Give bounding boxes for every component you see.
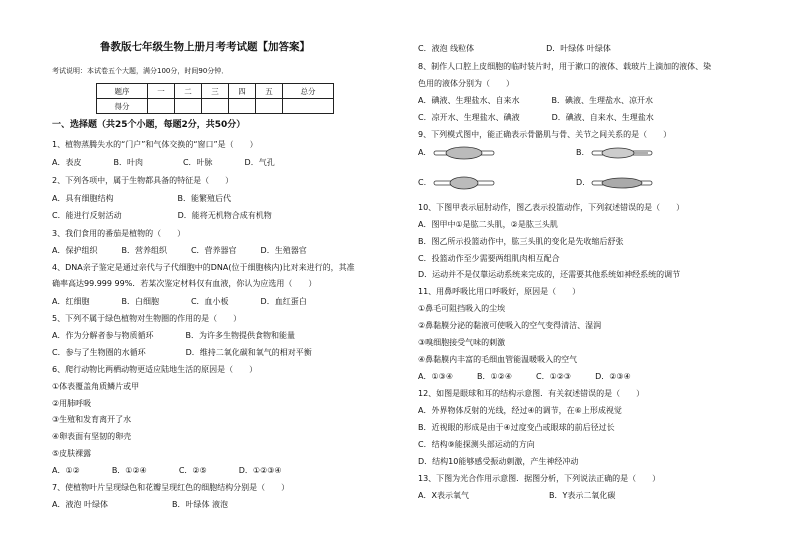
question-line: 11、用鼻呼吸比用口呼吸好，原因是（ ） xyxy=(418,287,581,296)
muscle-bone-diagram-c xyxy=(432,174,496,190)
question-line: 1、植物蒸腾失水的“门户”和气体交换的“窗口”是（ ） xyxy=(52,140,258,149)
option-label: B. xyxy=(576,148,585,157)
option-line: B．近视眼的形成是由于④过度变凸或眼球的前后径过长 xyxy=(418,423,615,432)
question-line: 2、下列各项中，属于生物都具备的特征是（ ） xyxy=(52,176,234,185)
statement-line: ③生殖和发育离开了水 xyxy=(52,415,132,424)
option-line: C．凉开水、生理盐水、碘液 D．碘液、自来水、生理盐水 xyxy=(418,113,654,122)
statement-line: ②用肺呼吸 xyxy=(52,399,92,408)
question-line: 确率高达99.999 99%．若某次鉴定材料仅有血液，你认为应选用（ ） xyxy=(52,279,317,288)
option-label: C. xyxy=(418,178,427,187)
question-line: 6、爬行动物比两栖动物更适应陆地生活的原因是（ ） xyxy=(52,365,258,374)
option-line: D．运动并不是仅靠运动系统来完成的，还需要其他系统如神经系统的调节 xyxy=(418,270,681,279)
option-line: C．液泡 线粒体 D．叶绿体 叶绿体 xyxy=(418,44,611,53)
score-input-cell[interactable] xyxy=(256,99,283,114)
option-line: A．保护组织 B．营养组织 C．营养器官 D．生殖器官 xyxy=(52,246,307,255)
statement-line: ①体表覆盖角质鳞片或甲 xyxy=(52,382,140,391)
option-line: A．液泡 叶绿体 B．叶绿体 液泡 xyxy=(52,500,229,509)
option-line: A．表皮 B．叶肉 C．叶脉 D．气孔 xyxy=(52,158,275,167)
score-cell: 题序 xyxy=(97,84,148,99)
muscle-bone-diagram-b xyxy=(590,144,654,160)
score-table-header-row xyxy=(97,84,334,99)
question-line: 7、使植物叶片呈现绿色和花瓣呈现红色的细胞结构分别是（ ） xyxy=(52,483,290,492)
score-cell: 四 xyxy=(229,84,256,99)
option-label: D. xyxy=(576,178,585,187)
question-line: 9、下列模式图中，能正确表示骨骼肌与骨、关节之间关系的是（ ） xyxy=(418,130,672,139)
option-line: A．具有细胞结构 B．能繁殖后代 xyxy=(52,194,231,203)
question-line: 8、制作人口腔上皮细胞的临时装片时，用于漱口的液体、载玻片上滴加的液体、染 xyxy=(418,62,712,71)
option-line: C．结构⑨能探测头部运动的方向 xyxy=(418,440,535,449)
exam-note: 考试说明：本试卷五个大题，满分100分，时间90分钟． xyxy=(52,67,229,75)
statement-line: ④鼻黏膜内丰富的毛细血管能温暖吸入的空气 xyxy=(418,355,578,364)
statement-line: ⑤皮肤裸露 xyxy=(52,449,92,458)
score-input-cell[interactable] xyxy=(148,99,175,114)
option-line: A．作为分解者参与物质循环 B．为许多生物提供食物和能量 xyxy=(52,331,295,340)
question-line: 13、下图为光合作用示意图．据图分析，下列说法正确的是（ ） xyxy=(418,474,661,483)
option-line: A．X表示氧气 B．Y表示二氧化碳 xyxy=(418,491,616,500)
question-line: 3、我们食用的番茄是植物的（ ） xyxy=(52,229,186,238)
section-heading: 一、选择题（共25个小题，每题2分，共50分） xyxy=(52,120,246,130)
option-line: C．投篮动作至少需要两组肌肉相互配合 xyxy=(418,254,560,263)
option-line: A．①③④ B．①②④ C．①②③ D．②③④ xyxy=(418,372,631,381)
score-cell: 五 xyxy=(256,84,283,99)
option-line: A．碘液、生理盐水、自来水 B．碘液、生理盐水、凉开水 xyxy=(418,96,653,105)
option-line: D．结构10能够感受振动刺激，产生神经冲动 xyxy=(418,457,579,466)
score-cell: 二 xyxy=(175,84,202,99)
option-line: A．红细胞 B．白细胞 C．血小板 D．血红蛋白 xyxy=(52,297,307,306)
option-line: A．图甲中①是肱二头肌，②是肱三头肌 xyxy=(418,220,558,229)
score-input-cell[interactable] xyxy=(229,99,256,114)
question-line: 10、下图甲表示屈肘动作，图乙表示投篮动作，下列叙述错误的是（ ） xyxy=(418,203,685,212)
statement-line: ④卵表面有坚韧的卵壳 xyxy=(52,432,132,441)
statement-line: ②鼻黏膜分泌的黏液可使吸入的空气变得清洁、湿润 xyxy=(418,321,602,330)
question-line: 5、下列不属于绿色植物对生物圈的作用的是（ ） xyxy=(52,314,242,323)
score-cell: 三 xyxy=(202,84,229,99)
score-cell: 总分 xyxy=(283,84,334,99)
option-line: A．外界物体反射的光线，经过④的调节，在⑥上形成视觉 xyxy=(418,406,622,415)
page-title: 鲁教版七年级生物上册月考考试题【加答案】 xyxy=(100,41,310,53)
option-line: C．能进行反射活动 D．能将无机物合成有机物 xyxy=(52,211,272,220)
muscle-bone-diagram-d xyxy=(590,174,654,190)
score-cell: 一 xyxy=(148,84,175,99)
question-line: 色用的液体分别为（ ） xyxy=(418,79,514,88)
score-table-row xyxy=(97,99,334,114)
score-table xyxy=(96,83,334,114)
option-line: B．图乙所示投篮动作中，肱三头肌的变化是先收缩后舒张 xyxy=(418,237,624,246)
question-line: 12、如图是眼球和耳的结构示意图．有关叙述错误的是（ ） xyxy=(418,389,645,398)
score-input-cell[interactable] xyxy=(283,99,334,114)
score-cell: 得分 xyxy=(97,99,148,114)
score-input-cell[interactable] xyxy=(202,99,229,114)
option-line: C．参与了生物圈的水循环 D．维持二氧化碳和氧气的相对平衡 xyxy=(52,348,312,357)
score-input-cell[interactable] xyxy=(175,99,202,114)
option-line: A．①② B．①②④ C．②⑤ D．①②③④ xyxy=(52,466,282,475)
muscle-bone-diagram-a xyxy=(432,144,496,160)
statement-line: ③嗅细胞接受气味的刺激 xyxy=(418,338,506,347)
statement-line: ①鼻毛可阻挡吸入的尘埃 xyxy=(418,304,506,313)
question-line: 4、DNA亲子鉴定是通过亲代与子代细胞中的DNA(位于细胞核内)比对来进行的，其准 xyxy=(52,263,355,272)
option-label: A. xyxy=(418,148,426,157)
